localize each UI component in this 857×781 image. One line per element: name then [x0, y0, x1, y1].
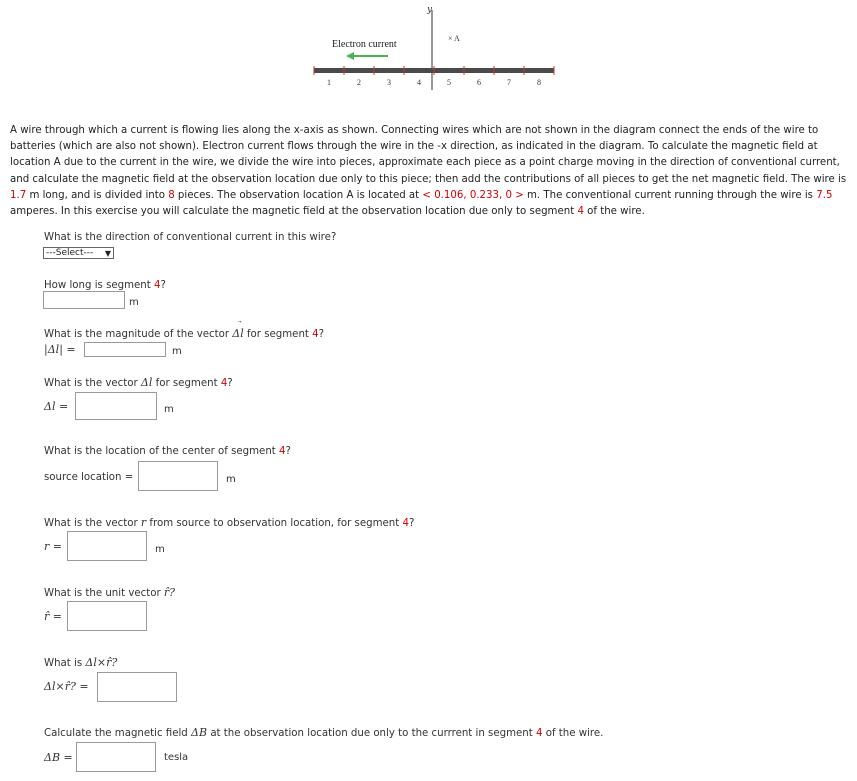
- unit-label: m: [155, 544, 165, 555]
- db-symbol: ΔB =: [44, 751, 73, 764]
- question-unit-vector: What is the unit vector r̂?: [44, 586, 176, 599]
- dl-vector-input[interactable]: [75, 392, 157, 420]
- tesla-unit-label: tesla: [164, 752, 189, 763]
- segment-number: 4: [577, 206, 584, 218]
- r-hat-symbol: r̂ =: [44, 610, 62, 623]
- electron-arrowhead: [346, 52, 354, 60]
- unit-label: m: [172, 346, 182, 357]
- segment-number-label: 5: [447, 78, 451, 87]
- question-dl-magnitude: What is the magnitude of the vector Δl for segment 4?: [44, 327, 325, 340]
- piece-count: 8: [168, 189, 175, 201]
- wire-diagram: [300, 0, 590, 100]
- unit-label: m: [164, 404, 174, 415]
- segment-length-input[interactable]: [43, 291, 125, 309]
- r-vector-input[interactable]: [67, 531, 147, 561]
- dl-magnitude-input[interactable]: [84, 342, 166, 357]
- question-cross-product: What is Δl×r̂?: [44, 656, 118, 669]
- unit-label: m: [129, 297, 139, 308]
- current-value: 7.5: [816, 189, 833, 201]
- observation-location: < 0.106, 0.233, 0 >: [422, 189, 524, 201]
- direction-select[interactable]: ---Select--- ▼: [43, 247, 114, 259]
- r-vector-symbol: r =: [44, 540, 62, 553]
- segment-number-label: 1: [327, 78, 331, 87]
- question-r-vector: What is the vector r from source to observation location, for segment 4?: [44, 516, 415, 529]
- magnetic-field-input[interactable]: [76, 742, 156, 772]
- source-location-label: source location =: [44, 472, 134, 483]
- point-a-label: A: [454, 34, 460, 43]
- wire-length: 1.7: [10, 189, 27, 201]
- segment-number-label: 7: [507, 78, 511, 87]
- electron-current-label: Electron current: [332, 39, 397, 50]
- problem-statement: A wire through which a current is flowing lies along the x-axis as shown. Connecting wires which are not shown in the diagram connect the ends of the wire to batteries (which are also not shown). Electron current flows through the wire in the -x direction, as indicated in the diagram. To calculate the magnetic field at location A due to the current in the wire, we divide the wire into pieces, approximate each piece as a point charge moving in the direction of conventional current, and calculate the magnetic field at the observation location due only to this piece; then add the contributions of all pieces to get the net magnetic field. The wire is 1.7 m long, and is divided into 8 pieces. The observation location A is located at < 0.106, 0.233, 0 > m. The conventional current running through the wire is 7.5 amperes. In this exercise you will calculate the magnetic field at the observation location due only to segment 4 of the wire.: [10, 125, 847, 218]
- y-axis-label: y: [427, 5, 433, 15]
- cross-product-input[interactable]: [97, 672, 177, 702]
- question-segment-length: How long is segment 4?: [44, 280, 166, 291]
- question-direction: What is the direction of conventional current in this wire?: [44, 232, 337, 243]
- point-a-marker: ×: [448, 34, 453, 43]
- unit-vector-input[interactable]: [67, 601, 147, 631]
- segment-number-label: 2: [357, 78, 361, 87]
- chevron-down-icon: ▼: [104, 249, 111, 258]
- dl-magnitude-symbol: |Δl| =: [44, 343, 76, 356]
- cross-product-symbol: Δl×r̂? =: [44, 680, 89, 693]
- question-segment-center: What is the location of the center of segment 4?: [44, 446, 291, 457]
- segment-labels: [327, 78, 541, 87]
- segment-number-label: 8: [537, 78, 541, 87]
- segment-number-label: 3: [387, 78, 391, 87]
- question-dl-vector: What is the vector Δl for segment 4?: [44, 376, 233, 389]
- dl-vector-symbol: Δl =: [44, 400, 69, 413]
- unit-label: m: [226, 474, 236, 485]
- question-magnetic-field: Calculate the magnetic field ΔB at the observation location due only to the currrent in segment 4 of the wire.: [44, 726, 604, 739]
- source-location-input[interactable]: [138, 461, 218, 491]
- segment-number-label: 4: [417, 78, 421, 87]
- segment-number-label: 6: [477, 78, 481, 87]
